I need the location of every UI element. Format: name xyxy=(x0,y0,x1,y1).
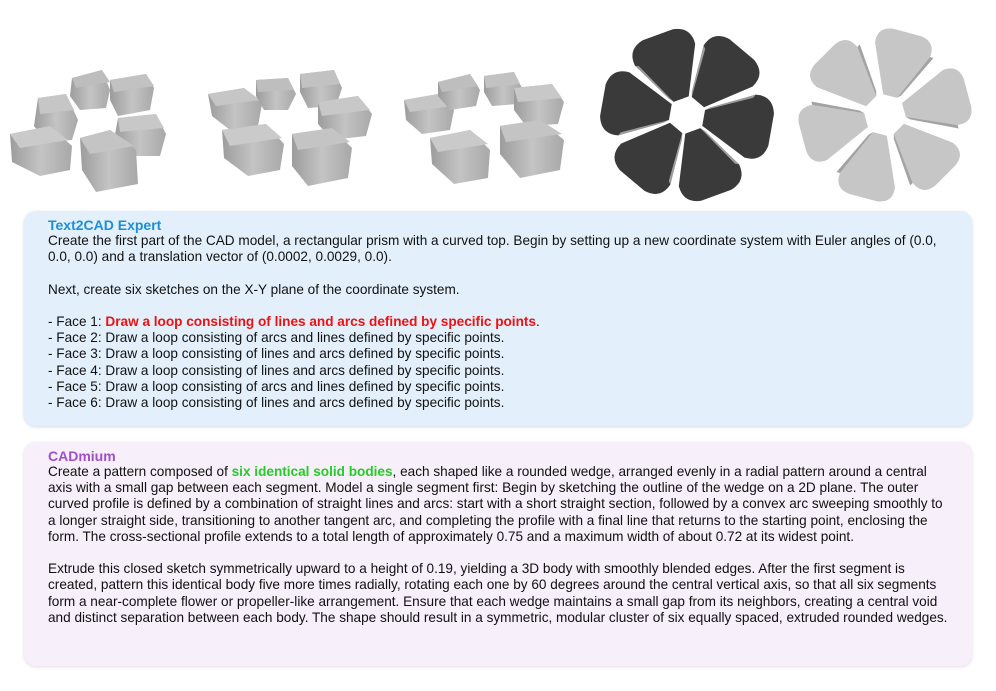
text2cad-expert-panel xyxy=(24,211,972,426)
face-item-2: - Face 2: Draw a loop consisting of arcs and lines defined by specific points. xyxy=(48,330,505,346)
cad-render-top-dark xyxy=(598,26,776,204)
cadmium-title: CADmium xyxy=(48,448,116,464)
cadmium-paragraph-1 xyxy=(48,464,948,545)
text2cad-expert-title: Text2CAD Expert xyxy=(48,217,162,233)
text2cad-intro: Create the first part of the CAD model, a rectangular prism with a curved top. Begin by setting up a new coordinate system with Euler angles of (0.0, 0.0, 0.0) and a translation vector of (0.0002, 0.0029, 0.0). xyxy=(48,233,937,265)
cadmium-panel xyxy=(24,442,972,666)
face-item-3: - Face 3: Draw a loop consisting of lines and arcs defined by specific points. xyxy=(48,346,505,362)
wedge-body xyxy=(208,88,262,130)
face-item-1 xyxy=(48,314,948,330)
cadmium-p1-highlight: six identical solid bodies xyxy=(231,464,393,479)
cad-render-iso-3 xyxy=(404,30,580,202)
wedge-body xyxy=(500,120,564,178)
cad-render-iso-2 xyxy=(208,30,384,202)
cadmium-p1-prefix: Create a pattern composed of xyxy=(48,464,232,479)
cadmium-p1-rest: , each shaped like a rounded wedge, arranged evenly in a radial pattern around a central axis with a small gap between each segment. Model a single segment first: Begin by sketching the outline of the wedge on a 2D plane. The outer curved profile is defined by a combination of straight lines and arcs: start with a short straight section, followed by a convex arc sweeping smoothly to a longer straight side, transitioning to another tangent arc, and completing the profile with a final line that returns to the starting point, enclosing the form. The cross-sectional profile extends to a total length of approximately 0.75 and a maximum width of about 0.72 at its widest point. xyxy=(48,464,943,544)
wedge-body xyxy=(222,124,284,176)
face1-highlight: Draw a loop consisting of lines and arcs defined by specific points xyxy=(105,313,536,329)
cad-render-iso-1 xyxy=(10,30,186,202)
face-item-6: - Face 6: Draw a loop consisting of lines and arcs defined by specific points. xyxy=(48,395,505,410)
face-item-4: - Face 4: Draw a loop consisting of lines and arcs defined by specific points. xyxy=(48,362,505,378)
wedge-body xyxy=(292,128,352,186)
text2cad-next: Next, create six sketches on the X-Y plane of the coordinate system. xyxy=(48,281,460,297)
cadmium-paragraph-2: Extrude this closed sketch symmetrically upward to a height of 0.19, yielding a 3D body with smoothly blended edges. After the first segment is created, pattern this identical body five more times radially, rotating each one by 60 degrees around the central vertical axis, so that all six segments form a near-complete flower or propeller-like arrangement. Ensure that each wedge maintains a small gap from its neighbors, creating a central void and distinct separation between each body. The shape should result in a symmetric, modular cluster of six equally spaced, extruded rounded wedges. xyxy=(48,561,948,625)
face-item-5: - Face 5: Draw a loop consisting of arcs and lines defined by specific points. xyxy=(48,378,505,394)
face1-prefix: - Face 1: xyxy=(48,313,106,329)
face1-suffix: . xyxy=(535,313,540,329)
wedge-body xyxy=(430,130,490,184)
wedge-body xyxy=(110,74,154,116)
cad-render-top-light xyxy=(796,26,974,204)
cad-renders-row xyxy=(0,0,996,205)
wedge-body xyxy=(256,78,296,110)
wedge-body xyxy=(514,84,564,126)
wedge-body xyxy=(70,70,110,110)
face-list xyxy=(48,314,948,411)
